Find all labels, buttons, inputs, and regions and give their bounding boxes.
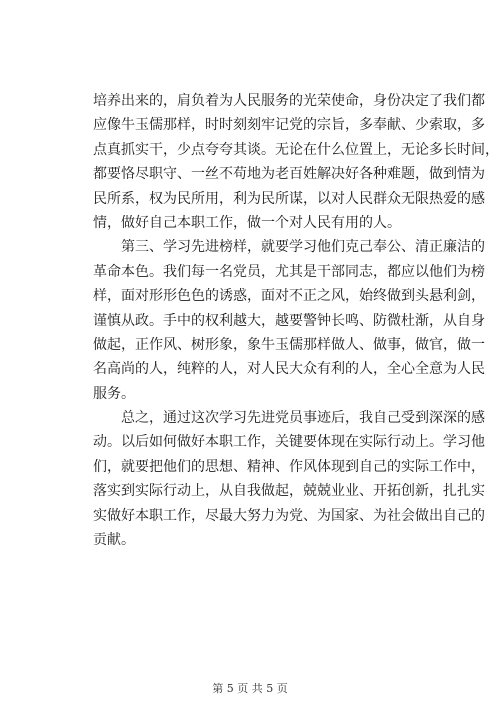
text-line: 实做好本职工作，尽最大努力为党、为国家、为社会做出自己的 [93,507,485,524]
text-line: 培养出来的，肩负着为人民服务的光荣使命，身份决定了我们都 [93,93,485,109]
text-line: 第三、学习先进榜样，就要学习他们克己奉公、清正廉洁的 [121,239,485,256]
document-body [93,89,499,552]
text-line: 都要恪尽职守、一丝不苟地为老百姓解决好各种难题，做到情为 [93,166,485,183]
text-line: 革命本色。我们每一名党员，尤其是干部同志，都应以他们为榜 [93,263,485,280]
page-footer: 第 5 页 共 5 页 [212,682,288,695]
text-line: 样，面对形形色色的诱惑，面对不正之风，始终做到头悬利剑， [93,288,485,305]
text-line: 落实到实际行动上，从自我做起，兢兢业业、开拓创新，扎扎实 [93,483,485,500]
text-line: 应像牛玉儒那样，时时刻刻牢记党的宗旨，多奉献、少索取，多 [93,117,485,134]
text-line: 总之，通过这次学习先进党员事迹后，我自己受到深深的感 [121,410,485,427]
text-line: 们，就要把他们的思想、精神、作风体现到自己的实际工作中， [93,458,485,475]
text-line: 民所系，权为民所用，利为民所谋，以对人民群众无限热爱的感 [93,190,485,207]
text-line: 贡献。 [93,532,135,549]
text-line: 名高尚的人，纯粹的人，对人民大众有利的人，全心全意为人民 [93,361,485,378]
text-line: 做起，正作风、树形象，象牛玉儒那样做人、做事，做官，做一 [93,336,485,353]
text-line: 服务。 [93,385,135,402]
text-line: 情，做好自己本职工作，做一个对人民有用的人。 [93,214,401,231]
text-line: 点真抓实干，少点夸夸其谈。无论在什么位置上，无论多长时间， [93,141,499,158]
text-line: 动。以后如何做好本职工作，关键要体现在实际行动上。学习他 [93,434,485,451]
text-line: 谨慎从政。手中的权利越大，越要警钟长鸣、防微杜渐，从自身 [93,312,485,329]
